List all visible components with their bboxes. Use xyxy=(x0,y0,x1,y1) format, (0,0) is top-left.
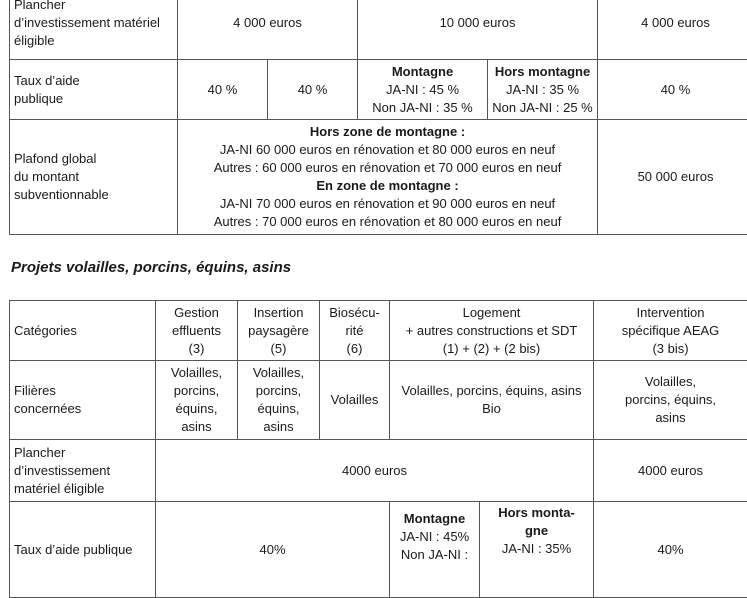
taux-value-3: 40 % xyxy=(598,60,747,120)
taux-montagne: Montagne JA-NI : 45 % Non JA-NI : 35 % xyxy=(358,60,488,120)
taux-hors-montagne: Hors montagne JA-NI : 35 % Non JA-NI : 25 % xyxy=(488,60,598,120)
table-row xyxy=(10,502,747,598)
header-logement: Logement + autres constructions et SDT (1) + (2) + (2 bis) xyxy=(390,301,594,361)
section-heading: Projets volailles, porcins, équins, asins xyxy=(11,259,291,276)
aid-table-top xyxy=(9,0,747,235)
taux-value-1b: 40 % xyxy=(268,60,358,120)
filieres-intervention: Volailles, porcins, équins, asins xyxy=(594,361,747,440)
taux2-montagne: Montagne JA-NI : 45% Non JA-NI : xyxy=(390,502,480,598)
table-row xyxy=(10,60,747,120)
filieres-biosecurite: Volailles xyxy=(320,361,390,440)
row-label-plafond: Plafond global du montant subventionnable xyxy=(10,120,178,235)
taux-value-1a: 40 % xyxy=(178,60,268,120)
taux2-hors-montagne: Hors monta- gne JA-NI : 35% xyxy=(480,502,594,598)
row-label-taux: Taux d’aide publique xyxy=(10,60,178,120)
taux2-main: 40% xyxy=(156,502,390,598)
plancher2-main: 4000 euros xyxy=(156,440,594,502)
row-label-filieres: Filières concernées xyxy=(10,361,156,440)
plafond-details: Hors zone de montagne : JA-NI 60 000 euros en rénovation et 80 000 euros en neuf Autres : 60 000 euros en rénovation et 70 000 euros en neuf En zone de montagne : JA-NI 70 000 euros en rénovation et 90 000 euros en neuf Autres : 70 000 euros en rénovation et 80 000 euros en neuf xyxy=(178,120,598,235)
plafond-value-3: 50 000 euros xyxy=(598,120,747,235)
row-label-plancher-2: Plancher d’investissement matériel éligible xyxy=(10,440,156,502)
row-label-taux-2: Taux d’aide publique xyxy=(10,502,156,598)
table-row xyxy=(10,0,747,60)
header-categories: Catégories xyxy=(10,301,156,361)
header-intervention: Intervention spécifique AEAG (3 bis) xyxy=(594,301,747,361)
table-header-row xyxy=(10,301,747,361)
plancher2-intervention: 4000 euros xyxy=(594,440,747,502)
filieres-gestion: Volailles, porcins, équins, asins xyxy=(156,361,238,440)
header-insertion: Insertion paysagère (5) xyxy=(238,301,320,361)
table-row xyxy=(10,120,747,235)
header-gestion: Gestion effluents (3) xyxy=(156,301,238,361)
plancher-value-3: 4 000 euros xyxy=(598,0,747,60)
aid-table-bottom xyxy=(9,300,747,598)
table-row xyxy=(10,440,747,502)
table-row xyxy=(10,361,747,440)
plancher-value-1: 4 000 euros xyxy=(178,0,358,60)
taux2-intervention: 40% xyxy=(594,502,747,598)
header-biosecurite: Biosécu- rité (6) xyxy=(320,301,390,361)
filieres-logement: Volailles, porcins, équins, asins Bio xyxy=(390,361,594,440)
plancher-value-2: 10 000 euros xyxy=(358,0,598,60)
row-label-plancher: Plancher d’investissement matériel éligible xyxy=(10,0,178,60)
filieres-insertion: Volailles, porcins, équins, asins xyxy=(238,361,320,440)
